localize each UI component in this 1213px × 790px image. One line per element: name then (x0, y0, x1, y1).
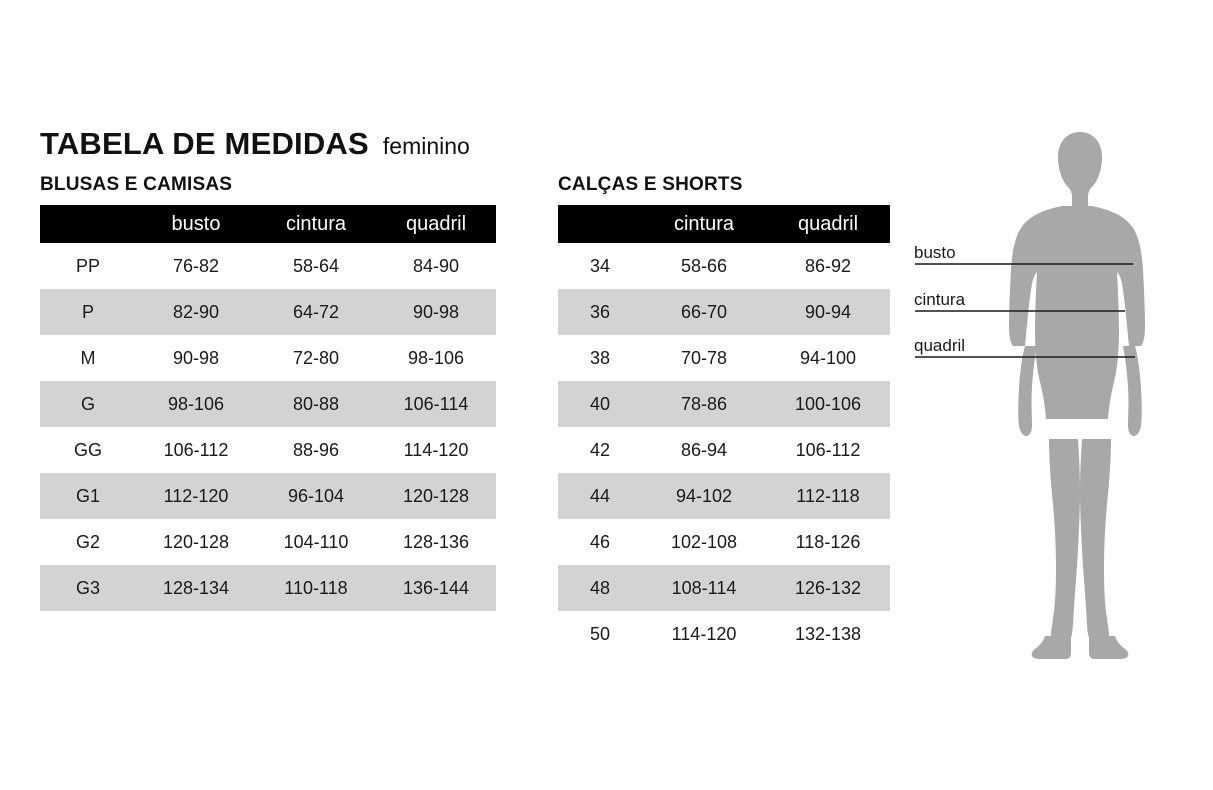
cell-size: G3 (40, 565, 136, 611)
cell-cintura: 58-66 (642, 243, 766, 289)
cell-quadril: 90-98 (376, 289, 496, 335)
cell-size: PP (40, 243, 136, 289)
cell-size: 48 (558, 565, 642, 611)
cell-busto: 128-134 (136, 565, 256, 611)
cell-quadril: 86-92 (766, 243, 890, 289)
cell-quadril: 90-94 (766, 289, 890, 335)
cell-cintura: 96-104 (256, 473, 376, 519)
cell-busto: 82-90 (136, 289, 256, 335)
page-title-main: TABELA DE MEDIDAS (40, 126, 369, 161)
bottoms-table-header (558, 205, 890, 243)
table-row (40, 243, 496, 289)
tops-header-size (40, 205, 136, 243)
cell-cintura: 110-118 (256, 565, 376, 611)
tops-header-quadril: quadril (376, 205, 496, 243)
table-row (558, 565, 890, 611)
table-row (558, 381, 890, 427)
cell-quadril: 118-126 (766, 519, 890, 565)
cell-cintura: 72-80 (256, 335, 376, 381)
cell-size: G1 (40, 473, 136, 519)
table-row (558, 473, 890, 519)
cell-cintura: 80-88 (256, 381, 376, 427)
table-row (558, 611, 890, 657)
table-header-row (558, 205, 890, 243)
cell-size: G2 (40, 519, 136, 565)
bottoms-header-quadril: quadril (766, 205, 890, 243)
table-row (558, 243, 890, 289)
cell-busto: 98-106 (136, 381, 256, 427)
cell-cintura: 70-78 (642, 335, 766, 381)
table-row (558, 335, 890, 381)
bottoms-header-size (558, 205, 642, 243)
cell-busto: 90-98 (136, 335, 256, 381)
cell-cintura: 66-70 (642, 289, 766, 335)
tops-table (40, 205, 496, 611)
cell-cintura: 58-64 (256, 243, 376, 289)
cell-cintura: 78-86 (642, 381, 766, 427)
cell-size: P (40, 289, 136, 335)
page-title-subtitle: feminino (382, 133, 470, 159)
table-row (40, 335, 496, 381)
cell-size: 46 (558, 519, 642, 565)
table-row (40, 519, 496, 565)
tops-header-cintura: cintura (256, 205, 376, 243)
bottoms-table (558, 205, 890, 657)
cell-quadril: 106-112 (766, 427, 890, 473)
cell-size: 40 (558, 381, 642, 427)
cell-quadril: 84-90 (376, 243, 496, 289)
cell-quadril: 120-128 (376, 473, 496, 519)
cell-busto: 106-112 (136, 427, 256, 473)
table-row (40, 473, 496, 519)
cell-size: 44 (558, 473, 642, 519)
cell-size: 34 (558, 243, 642, 289)
table-header-row (40, 205, 496, 243)
figure-label-group (905, 120, 1205, 665)
cell-cintura: 64-72 (256, 289, 376, 335)
cell-cintura: 94-102 (642, 473, 766, 519)
cell-busto: 112-120 (136, 473, 256, 519)
bottoms-table-block (558, 174, 890, 657)
table-row (40, 427, 496, 473)
bottoms-header-cintura: cintura (642, 205, 766, 243)
cell-busto: 76-82 (136, 243, 256, 289)
cell-quadril: 114-120 (376, 427, 496, 473)
cell-quadril: 106-114 (376, 381, 496, 427)
tops-header-busto: busto (136, 205, 256, 243)
cell-quadril: 112-118 (766, 473, 890, 519)
cell-size: GG (40, 427, 136, 473)
measurement-figure (905, 120, 1205, 665)
cell-quadril: 98-106 (376, 335, 496, 381)
bottoms-table-body (558, 243, 890, 657)
figure-label-quadril: quadril (914, 336, 966, 355)
figure-label-busto: busto (914, 243, 956, 262)
tops-table-block (40, 174, 496, 611)
cell-quadril: 136-144 (376, 565, 496, 611)
cell-quadril: 126-132 (766, 565, 890, 611)
cell-quadril: 100-106 (766, 381, 890, 427)
cell-size: 50 (558, 611, 642, 657)
cell-size: M (40, 335, 136, 381)
figure-label-cintura: cintura (914, 290, 966, 309)
cell-quadril: 132-138 (766, 611, 890, 657)
tops-table-body (40, 243, 496, 611)
table-row (40, 565, 496, 611)
cell-size: G (40, 381, 136, 427)
table-row (40, 381, 496, 427)
cell-cintura: 102-108 (642, 519, 766, 565)
cell-cintura: 108-114 (642, 565, 766, 611)
cell-size: 36 (558, 289, 642, 335)
cell-size: 42 (558, 427, 642, 473)
cell-quadril: 128-136 (376, 519, 496, 565)
cell-cintura: 88-96 (256, 427, 376, 473)
table-row (558, 427, 890, 473)
table-row (558, 289, 890, 335)
table-row (558, 519, 890, 565)
tops-table-caption: BLUSAS E CAMISAS (40, 174, 233, 195)
cell-busto: 120-128 (136, 519, 256, 565)
cell-cintura: 114-120 (642, 611, 766, 657)
bottoms-table-caption: CALÇAS E SHORTS (558, 174, 743, 195)
cell-cintura: 104-110 (256, 519, 376, 565)
tops-table-header (40, 205, 496, 243)
cell-quadril: 94-100 (766, 335, 890, 381)
table-row (40, 289, 496, 335)
cell-size: 38 (558, 335, 642, 381)
cell-cintura: 86-94 (642, 427, 766, 473)
page-title (40, 126, 470, 162)
